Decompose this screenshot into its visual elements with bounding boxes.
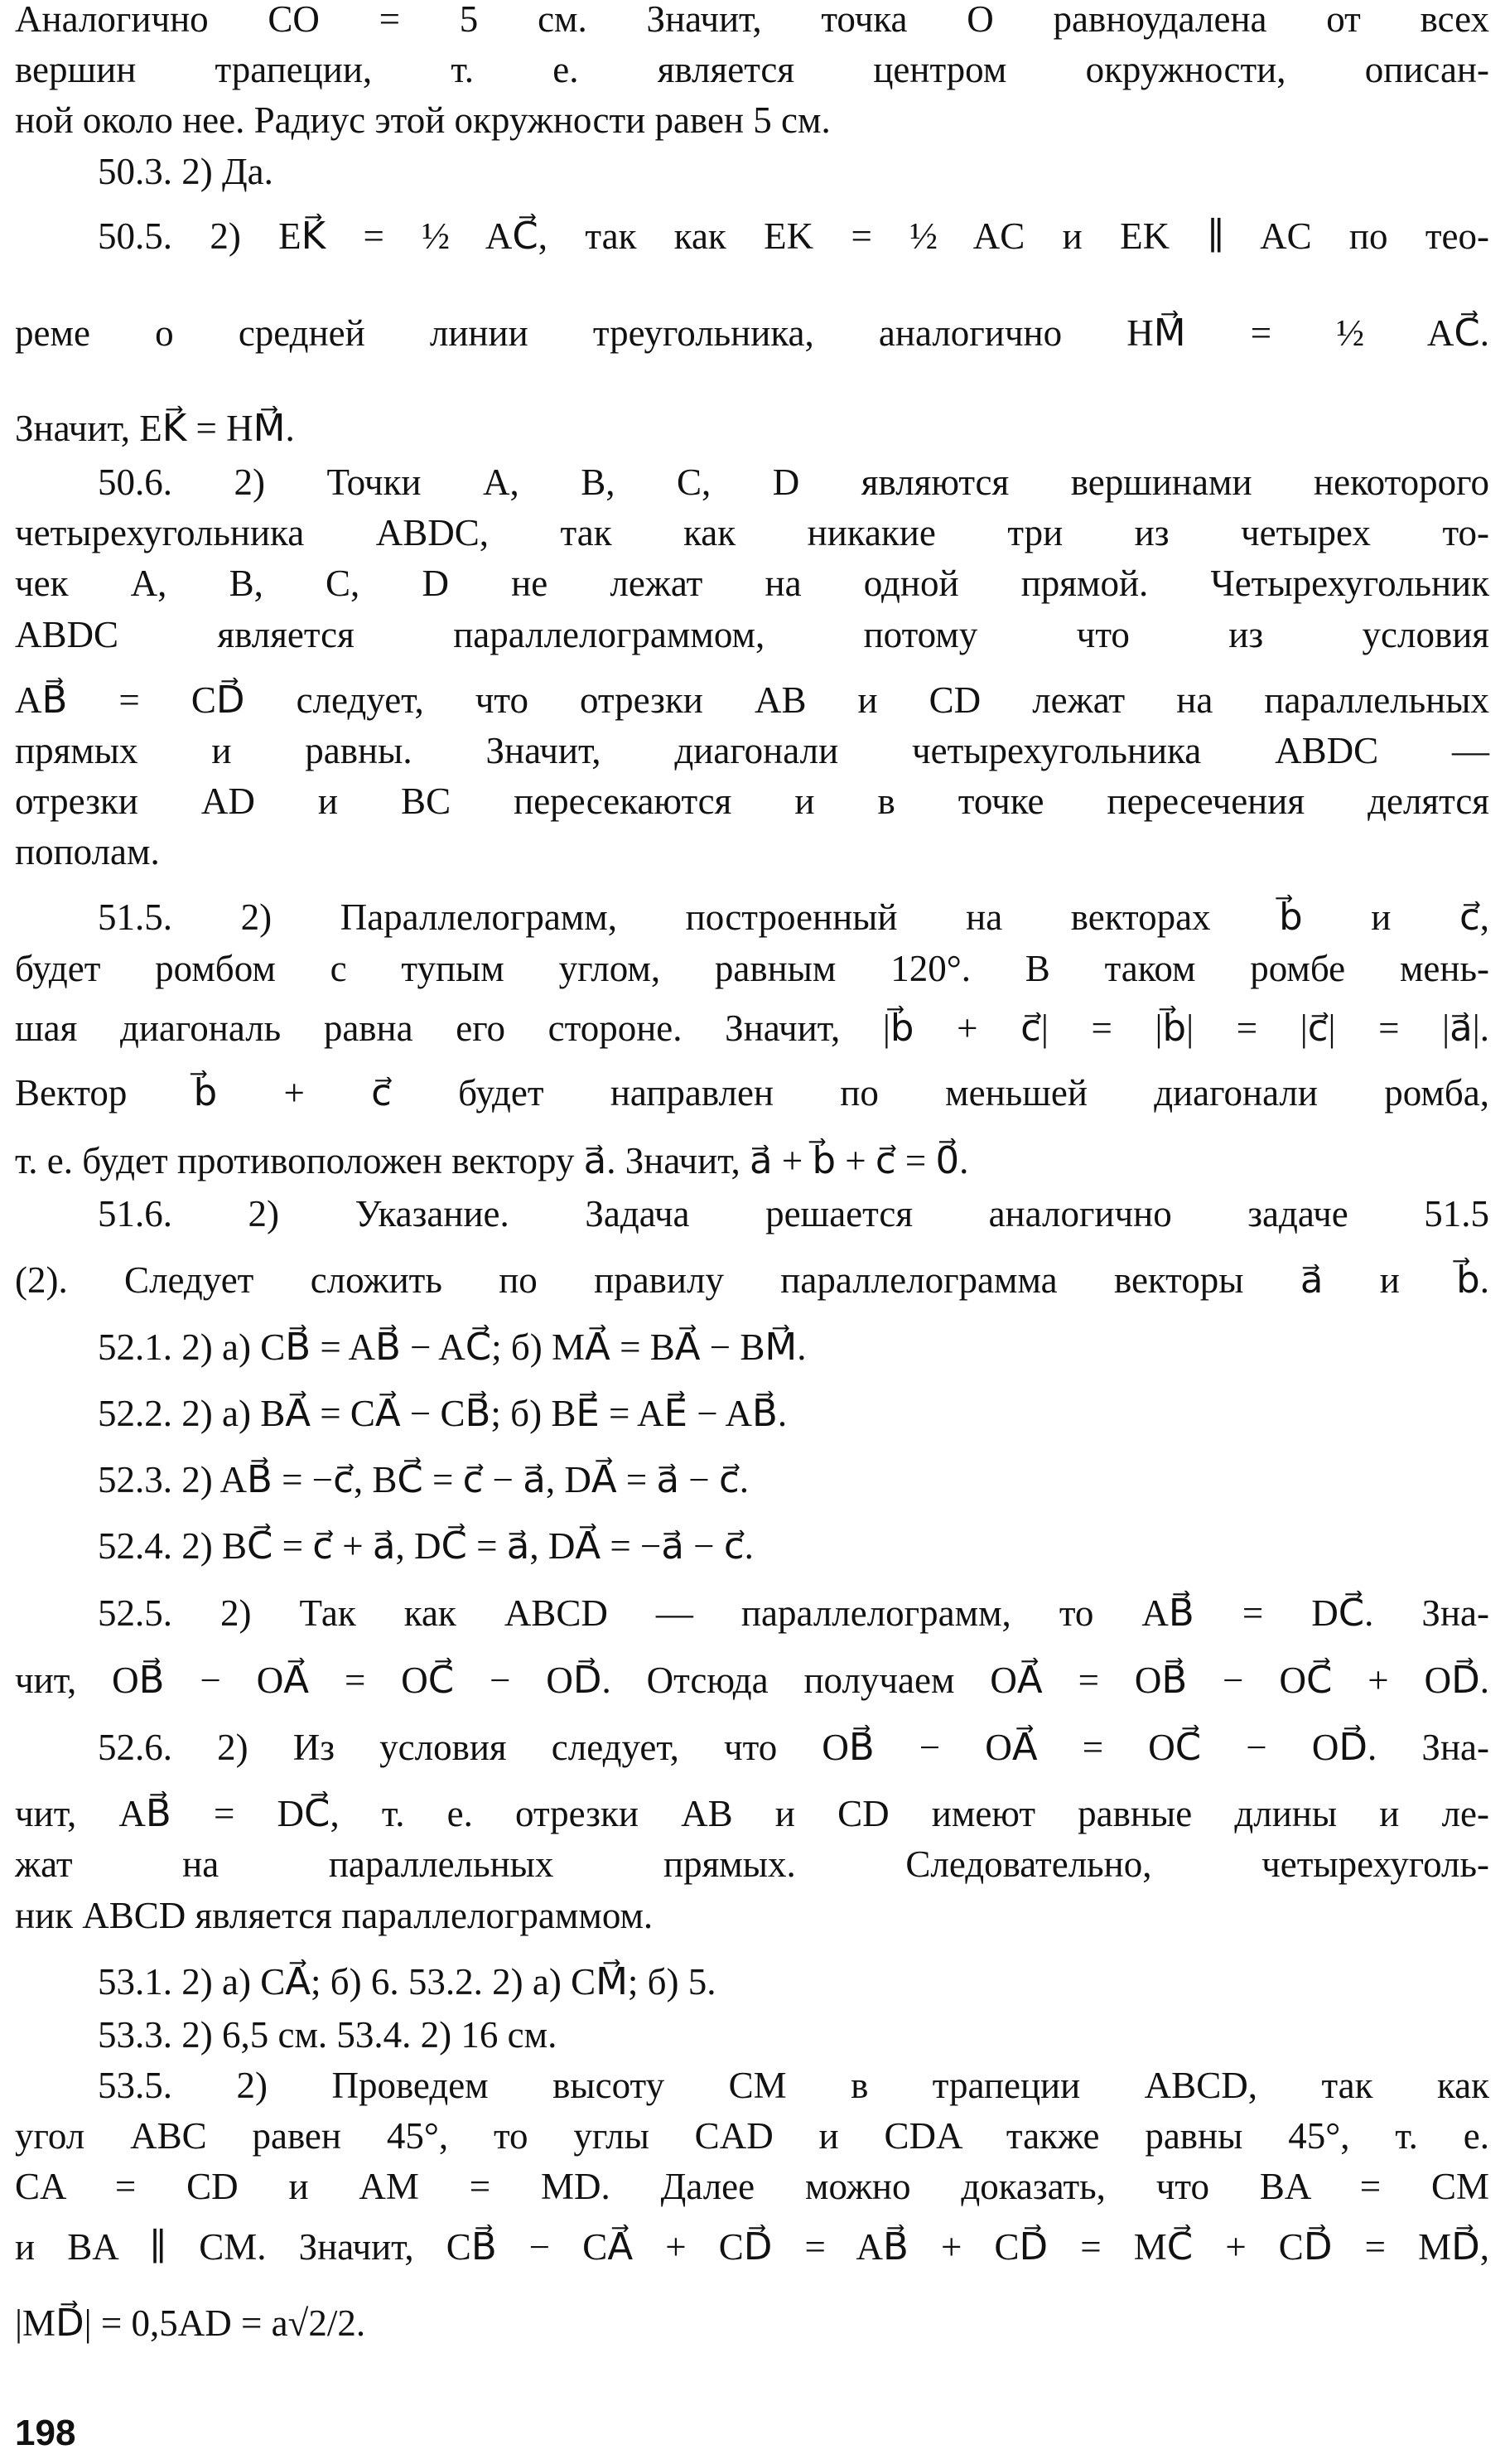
text-line: Аналогично CO = 5 см. Значит, точка O равноудалена от всех bbox=[15, 0, 1489, 40]
text-line: чит, AB⃗ = DC⃗, т. е. отрезки AB и CD имеют равные длины и ле- bbox=[15, 1793, 1489, 1834]
answer-line: 53.1. 2) а) CA⃗; б) 6. 53.2. 2) а) CM⃗; б) 5. bbox=[98, 1961, 716, 2003]
text-line: ник ABCD является параллелограммом. bbox=[15, 1895, 654, 1936]
text-line: жат на параллельных прямых. Следовательно, четырехуголь- bbox=[15, 1843, 1489, 1885]
page-number: 198 bbox=[15, 2413, 76, 2453]
answer-line: 53.3. 2) 6,5 см. 53.4. 2) 16 см. bbox=[98, 2014, 557, 2056]
answer-line: 52.6. 2) Из условия следует, что OB⃗ − OA⃗ = OC⃗ − OD⃗. Зна- bbox=[98, 1727, 1489, 1768]
text-line: т. е. будет противоположен вектору a⃗. Значит, a⃗ + b⃗ + c⃗ = 0⃗. bbox=[15, 1140, 969, 1181]
answer-line: 51.5. 2) Параллелограмм, построенный на векторах b⃗ и c⃗, bbox=[98, 896, 1489, 938]
answer-line: 52.5. 2) Так как ABCD — параллелограмм, то AB⃗ = DC⃗. Зна- bbox=[98, 1592, 1489, 1634]
text-line: (2). Следует сложить по правилу параллелограмма векторы a⃗ и b⃗. bbox=[15, 1259, 1489, 1301]
text-line: и BA ∥ CM. Значит, CB⃗ − CA⃗ + CD⃗ = AB⃗ + CD⃗ = MC⃗ + CD⃗ = MD⃗, bbox=[15, 2226, 1489, 2268]
text-line: четырехугольника ABDC, так как никакие три из четырех то- bbox=[15, 512, 1489, 553]
answer-line: 52.3. 2) AB⃗ = −c⃗, BC⃗ = c⃗ − a⃗, DA⃗ = a⃗ − c⃗. bbox=[98, 1459, 749, 1500]
text-line: прямых и равны. Значит, диагонали четырехугольника ABDC — bbox=[15, 730, 1489, 771]
answer-line: 53.5. 2) Проведем высоту CM в трапеции ABCD, так как bbox=[98, 2065, 1489, 2106]
text-line: ной около нее. Радиус этой окружности равен 5 см. bbox=[15, 99, 831, 141]
text-line: будет ромбом с тупым углом, равным 120°. В таком ромбе мень- bbox=[15, 948, 1489, 989]
text-line: отрезки AD и BC пересекаются и в точке пересечения делятся bbox=[15, 780, 1489, 822]
answer-line: 50.3. 2) Да. bbox=[98, 151, 273, 192]
text-line: шая диагональ равна его стороне. Значит, |b⃗ + c⃗| = |b⃗| = |c⃗| = |a⃗|. bbox=[15, 1007, 1489, 1049]
text-line: |MD⃗| = 0,5AD = a√2/2. bbox=[15, 2302, 366, 2344]
text-line: угол ABC равен 45°, то углы CAD и CDA также равны 45°, т. е. bbox=[15, 2115, 1489, 2157]
answer-line: 52.4. 2) BC⃗ = c⃗ + a⃗, DC⃗ = a⃗, DA⃗ = −a⃗ − c⃗. bbox=[98, 1525, 754, 1567]
answer-line: 50.5. 2) EK⃗ = ½ AC⃗, так как EK = ½ AC и EK ∥ AC по тео- bbox=[98, 215, 1489, 257]
answer-line: 52.2. 2) а) BA⃗ = CA⃗ − CB⃗; б) BE⃗ = AE⃗ − AB⃗. bbox=[98, 1393, 788, 1434]
text-line: CA = CD и AM = MD. Далее можно доказать, что BA = CM bbox=[15, 2166, 1489, 2207]
answer-line: 50.6. 2) Точки A, B, C, D являются вершинами некоторого bbox=[98, 461, 1489, 503]
answer-line: 51.6. 2) Указание. Задача решается аналогично задаче 51.5 bbox=[98, 1193, 1489, 1234]
text-line: реме о средней линии треугольника, аналогично HM⃗ = ½ AC⃗. bbox=[15, 312, 1489, 354]
text-line: вершин трапеции, т. е. является центром окружности, описан- bbox=[15, 49, 1489, 90]
text-line: пополам. bbox=[15, 831, 160, 872]
text-line: AB⃗ = CD⃗ следует, что отрезки AB и CD лежат на параллельных bbox=[15, 679, 1489, 721]
answer-line: 52.1. 2) а) CB⃗ = AB⃗ − AC⃗; б) MA⃗ = BA⃗ − BM⃗. bbox=[98, 1326, 807, 1368]
text-line: чек A, B, C, D не лежат на одной прямой. Четырехугольник bbox=[15, 563, 1489, 604]
text-line: чит, OB⃗ − OA⃗ = OC⃗ − OD⃗. Отсюда получаем OA⃗ = OB⃗ − OC⃗ + OD⃗. bbox=[15, 1660, 1489, 1701]
text-line: Вектор b⃗ + c⃗ будет направлен по меньшей диагонали ромба, bbox=[15, 1072, 1489, 1114]
text-line: Значит, EK⃗ = HM⃗. bbox=[15, 408, 295, 449]
text-line: ABDC является параллелограммом, потому что из условия bbox=[15, 614, 1489, 655]
